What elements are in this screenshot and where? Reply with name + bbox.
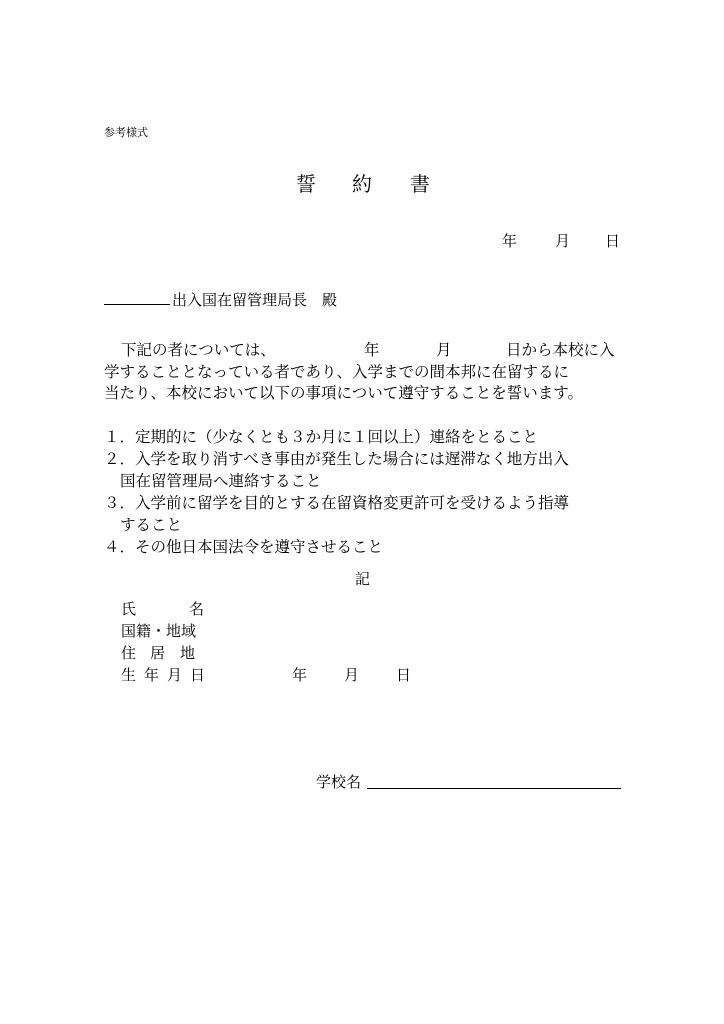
form-type-label: 参考様式 <box>104 126 148 139</box>
item-1-line-1: １．定期的に（少なくとも３か月に１回以上）連絡をとること <box>104 428 539 446</box>
field-name-char-1: 氏 <box>121 600 137 618</box>
school-name-line <box>367 788 621 789</box>
header-date-day: 日 <box>605 232 621 250</box>
field-dob-char-1: 生 <box>121 666 137 684</box>
addressee <box>104 288 337 310</box>
field-dob-char-4: 日 <box>190 666 206 684</box>
intro-month: 月 <box>436 341 452 359</box>
ki-heading: 記 <box>355 570 371 588</box>
bureau-blank <box>104 288 170 305</box>
dob-day: 日 <box>396 666 412 684</box>
intro-line3: 当たり、本校において以下の事項について遵守することを誓います。 <box>104 384 583 402</box>
field-dob-char-3: 月 <box>167 666 183 684</box>
intro-line1-lead: 下記の者については、 <box>121 341 276 359</box>
field-nationality: 国籍・地域 <box>121 622 197 640</box>
field-residence-char-2: 居 <box>150 644 166 662</box>
field-dob-char-2: 年 <box>144 666 160 684</box>
field-name-char-2: 名 <box>189 600 205 618</box>
intro-year: 年 <box>364 341 380 359</box>
intro-line2: 学することとなっている者であり、入学までの間本邦に在留するに <box>104 363 570 381</box>
intro-line1-tail: 日から本校に入 <box>506 341 615 359</box>
item-3-line-2: すること <box>120 516 183 534</box>
dob-month: 月 <box>344 666 360 684</box>
title-char-3: 書 <box>410 172 430 196</box>
addressee-text: 出入国在留管理局長 殿 <box>172 291 338 309</box>
item-3-line-1: ３．入学前に留学を目的とする在留資格変更許可を受けるよう指導 <box>104 494 570 512</box>
field-residence-char-3: 地 <box>180 644 196 662</box>
header-date-month: 月 <box>555 232 571 250</box>
title-char-2: 約 <box>352 172 372 196</box>
item-2-line-2: 国在留管理局へ連絡すること <box>120 472 322 490</box>
item-4-line-1: ４．その他日本国法令を遵守させること <box>104 538 384 556</box>
title-char-1: 誓 <box>296 172 316 196</box>
item-2-line-1: ２．入学を取り消すべき事由が発生した場合には遅滞なく地方出入 <box>104 450 569 468</box>
header-date-year: 年 <box>502 232 518 250</box>
dob-year: 年 <box>292 666 308 684</box>
school-name-label: 学校名 <box>316 773 362 791</box>
field-residence-char-1: 住 <box>121 644 137 662</box>
